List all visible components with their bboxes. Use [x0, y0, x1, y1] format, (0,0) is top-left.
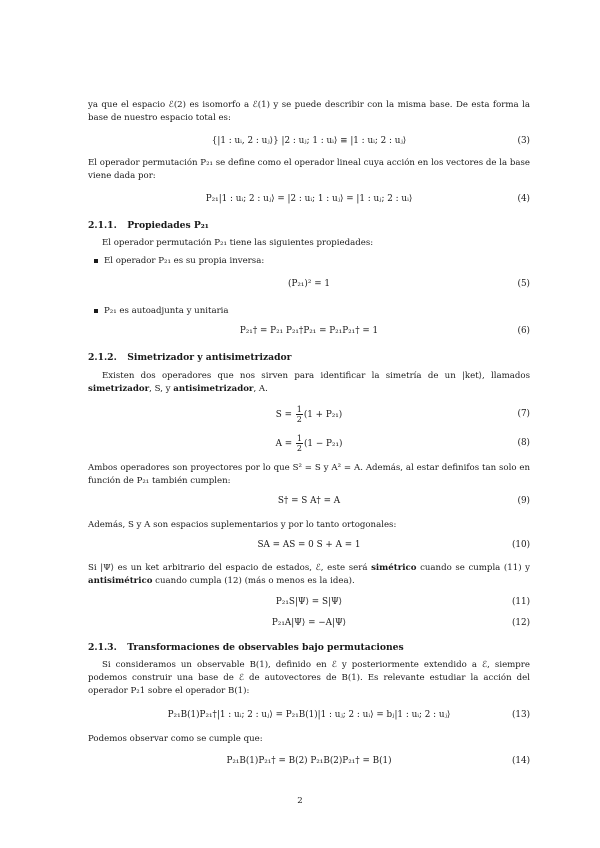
equation-12 [88, 618, 530, 632]
fraction-denominator: 2 [296, 415, 302, 424]
text-run: Existen dos operadores que nos sirven para identificar la simetría de un |ket⟩, llamados [102, 371, 530, 381]
bullet-icon [94, 259, 98, 263]
term-antisimetrizador: antisimetrizador [173, 384, 254, 394]
paragraph-projectors: Ambos operadores son proyectores por lo que S² = S y A² = A. Además, al estar definifos tan solo en función de P₂₁ también cumplen: [88, 463, 530, 486]
section-2-1-2 [88, 352, 292, 363]
equation-6-math: P₂₁† = P₂₁ P₂₁†P₂₁ = P₂₁P₂₁† = 1 [239, 326, 379, 336]
equation-9-number: (9) [517, 496, 530, 506]
equation-13 [88, 710, 530, 724]
equation-rhs: (1 − P₂₁) [304, 439, 343, 449]
text-run: Si |Ψ⟩ es un ket arbitrario del espacio de estados, ℰ, este será [88, 563, 372, 573]
paragraph-orthogonal: Además, S y A son espacios suplementarios y por lo tanto ortogonales: [88, 520, 397, 530]
fraction [296, 434, 303, 453]
bullet-icon [94, 309, 98, 313]
equation-14-math: P₂₁B(1)P₂₁† = B(2) P₂₁B(2)P₂₁† = B(1) [226, 756, 392, 766]
equation-7-math [88, 405, 530, 424]
paragraph-observables: Si consideramos un observable B(1), definido en ℰ y posteriormente extendido a ℰ, siempre podemos construir una base de ℰ de autovectores de B(1). Es relevante estudiar la acción del operador P₂1 sobre el operador B(1): [88, 660, 530, 696]
equation-8 [88, 434, 530, 456]
equation-13-number: (13) [511, 710, 530, 720]
equation-10-math: SA = AS = 0 S + A = 1 [257, 540, 361, 550]
equation-7-number: (7) [517, 409, 530, 419]
equation-12-math: P₂₁A|Ψ⟩ = −A|Ψ⟩ [271, 618, 347, 628]
equation-11-number: (11) [511, 597, 530, 607]
paragraph-operators [88, 370, 530, 396]
equation-8-number: (8) [517, 438, 530, 448]
equation-3-number: (3) [517, 136, 530, 146]
bullet-adjoint [94, 306, 229, 316]
equation-rhs: (1 + P₂₁) [303, 410, 343, 420]
equation-4-number: (4) [517, 194, 530, 204]
fraction-numerator: 1 [296, 405, 302, 414]
text-run: , S, y [149, 384, 174, 394]
fraction [296, 405, 303, 424]
section-2-1-1 [88, 220, 209, 231]
paragraph-properties: El operador permutación P₂₁ tiene las siguientes propiedades: [102, 238, 374, 248]
equation-5-math: (P₂₁)² = 1 [288, 279, 330, 289]
equation-6-number: (6) [517, 326, 530, 336]
page-number: 2 [297, 796, 303, 806]
paragraph-observe: Podemos observar como se cumple que: [88, 734, 263, 744]
equation-10 [88, 540, 530, 554]
equation-6 [88, 326, 530, 340]
equation-14-number: (14) [511, 756, 530, 766]
section-title: Propiedades P₂₁ [127, 220, 209, 231]
text-run: cuando cumpla (12) (más o menos es la idea). [152, 576, 355, 586]
equation-lhs: S = [275, 410, 295, 420]
section-2-1-3 [88, 642, 404, 653]
term-simetrico: simétrico [371, 563, 417, 573]
equation-3-math: {|1 : uᵢ, 2 : uⱼ⟩} |2 : uⱼ; 1 : uᵢ⟩ ≡ |1 : uᵢ; 2 : uⱼ⟩ [211, 136, 407, 146]
equation-4-math: P₂₁|1 : uᵢ; 2 : uⱼ⟩ = |2 : uᵢ; 1 : uⱼ⟩ = |1 : uⱼ; 2 : uᵢ⟩ [205, 194, 413, 204]
equation-8-math [88, 434, 530, 453]
equation-9-math: S† = S A† = A [277, 496, 341, 506]
equation-lhs: A = [275, 439, 295, 449]
equation-5 [88, 279, 530, 293]
section-title: Simetrizador y antisimetrizador [127, 352, 292, 363]
text-run: cuando se cumpla (11) y [416, 563, 531, 573]
term-antisimetrico: antisimétrico [88, 576, 153, 586]
equation-12-number: (12) [511, 618, 530, 628]
equation-10-number: (10) [511, 540, 530, 550]
bullet-text: El operador P₂₁ es su propia inversa: [104, 256, 265, 266]
term-simetrizador: simetrizador [88, 384, 150, 394]
text-run: , A. [253, 384, 268, 394]
equation-11-math: P₂₁S|Ψ⟩ = S|Ψ⟩ [275, 597, 343, 607]
equation-3 [88, 136, 530, 150]
paragraph-symmetric [88, 562, 530, 588]
equation-13-math: P₂₁B(1)P₂₁†|1 : uᵢ; 2 : uⱼ⟩ = P₂₁B(1)|1 : uⱼ; 2 : uᵢ⟩ = bⱼ|1 : uᵢ; 2 : uⱼ⟩ [167, 710, 451, 720]
section-title: Transformaciones de observables bajo permutaciones [127, 642, 404, 653]
bullet-inverse [94, 256, 264, 266]
paragraph-intro: ya que el espacio ℰ(2) es isomorfo a ℰ(1) y se puede describir con la misma base. De esta forma la base de nuestro espacio total es: [88, 100, 530, 123]
fraction-denominator: 2 [296, 444, 302, 453]
fraction-numerator: 1 [296, 434, 302, 443]
section-number: 2.1.2. [88, 352, 117, 363]
equation-5-number: (5) [517, 279, 530, 289]
equation-7 [88, 405, 530, 427]
equation-4 [88, 194, 530, 208]
bullet-text: P₂₁ es autoadjunta y unitaria [104, 306, 229, 316]
equation-9 [88, 496, 530, 510]
section-number: 2.1.1. [88, 220, 117, 231]
equation-11 [88, 597, 530, 611]
equation-14 [88, 756, 530, 770]
section-number: 2.1.3. [88, 642, 117, 653]
paragraph-permutation: El operador permutación P₂₁ se define como el operador lineal cuya acción en los vectores de la base viene dada por: [88, 158, 530, 181]
